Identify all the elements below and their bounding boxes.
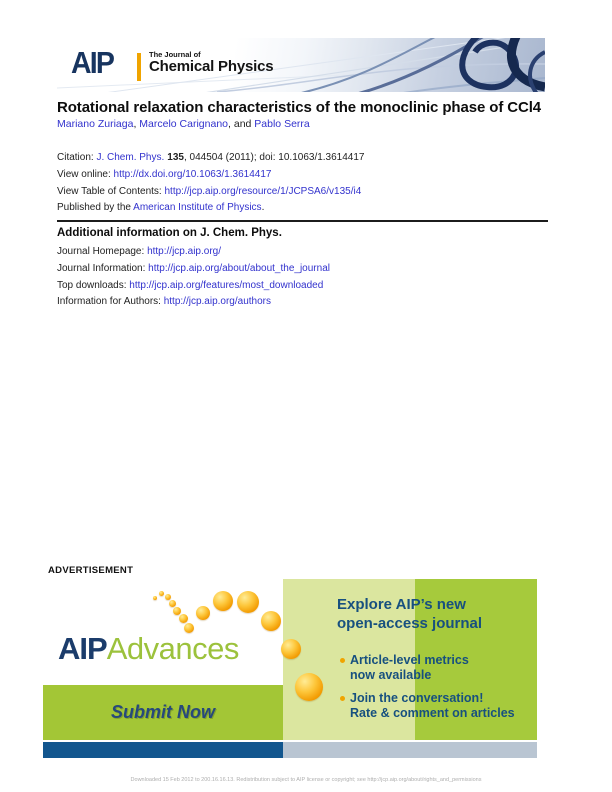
- bubble-icon: [169, 600, 176, 607]
- ad-bottom-gray-band: [283, 742, 537, 758]
- info-for-authors-label: Information for Authors:: [57, 296, 164, 308]
- submit-now-button[interactable]: [43, 685, 283, 740]
- toc-link[interactable]: http://jcp.aip.org/resource/1/JCPSA6/v135/i4: [164, 185, 362, 197]
- bubble-icon: [173, 607, 181, 615]
- author-link-serra[interactable]: Pablo Serra: [254, 118, 310, 130]
- journal-homepage-line: [57, 244, 330, 261]
- volume-number: 135: [167, 152, 184, 163]
- toc-line: [57, 184, 365, 201]
- citation-block: [57, 150, 365, 217]
- journal-name: Chemical Physics: [149, 58, 274, 75]
- toc-label: View Table of Contents:: [57, 185, 165, 197]
- journal-homepage-label: Journal Homepage:: [57, 246, 148, 257]
- bubble-icon: [281, 639, 301, 659]
- citation-rest: , 044504 (2011); doi: 10.1063/1.3614417: [183, 152, 365, 163]
- swirl-artwork-image: [57, 38, 545, 92]
- ad-bullet-metrics: [350, 653, 469, 683]
- aip-advances-logo-aip: AIP: [58, 631, 107, 666]
- ad-bottom-blue-band: [43, 742, 283, 758]
- journal-information-line: [57, 261, 330, 278]
- download-notice: Downloaded 15 Feb 2012 to 200.16.16.13. Redistribution subject to AIP license or copyright; see http://jcp.aip.org/about/rights_and_permissions: [130, 777, 482, 783]
- journal-information-label: Journal Information:: [57, 262, 149, 274]
- published-label: Published by the: [57, 202, 134, 214]
- advertisement-label: ADVERTISEMENT: [48, 565, 134, 576]
- bubble-icon: [159, 591, 164, 596]
- citation-label: Citation:: [57, 152, 97, 163]
- ad-headline-line2: open-access journal: [337, 615, 483, 632]
- additional-info-heading: Additional information on J. Chem. Phys.: [57, 227, 282, 239]
- bullet-icon: [340, 696, 345, 701]
- publisher-link[interactable]: American Institute of Physics: [133, 202, 262, 214]
- ad-headline-line1: Explore AIP’s new: [337, 596, 466, 613]
- ad-bullet1-line1: Article-level metrics: [350, 653, 469, 667]
- journal-abbrev-link[interactable]: J. Chem. Phys.: [96, 152, 165, 163]
- bubble-icon: [237, 591, 259, 613]
- aip-advances-logo: [58, 631, 239, 667]
- bubble-icon: [213, 591, 233, 611]
- info-for-authors-line: [57, 294, 330, 311]
- published-line: [57, 200, 365, 217]
- article-title: Rotational relaxation characteristics of the monoclinic phase of CCl4: [57, 99, 542, 116]
- ad-bullet-conversation: [350, 691, 515, 721]
- journal-homepage-link[interactable]: http://jcp.aip.org/: [147, 246, 221, 257]
- view-online-link[interactable]: http://dx.doi.org/10.1063/1.3614417: [113, 168, 272, 180]
- top-downloads-line: [57, 278, 330, 295]
- bubble-icon: [295, 673, 323, 701]
- ad-bullet2-line1: Join the conversation!: [350, 691, 484, 705]
- ad-bullet1-line2: now available: [350, 668, 432, 682]
- author-link-zuriaga[interactable]: Mariano Zuriaga: [57, 118, 134, 130]
- top-downloads-link[interactable]: http://jcp.aip.org/features/most_downloaded: [129, 279, 324, 291]
- view-online-label: View online:: [57, 168, 114, 180]
- journal-header-banner: [57, 38, 545, 92]
- aip-logo: [71, 45, 274, 80]
- info-for-authors-link[interactable]: http://jcp.aip.org/authors: [163, 296, 272, 308]
- bubble-icon: [261, 611, 281, 631]
- aip-advances-ad-banner[interactable]: [43, 579, 537, 758]
- additional-info-links: [57, 244, 330, 311]
- bubble-icon: [179, 614, 188, 623]
- bubble-icon: [165, 594, 171, 600]
- journal-name-block: [149, 51, 273, 75]
- aip-advances-logo-advances: Advances: [106, 631, 239, 666]
- journal-tagline: The Journal of: [149, 50, 201, 59]
- author-separator: , and: [228, 118, 255, 130]
- ad-headline: [337, 595, 482, 633]
- period: .: [261, 202, 265, 214]
- bubble-icon: [153, 596, 157, 600]
- author-separator: ,: [133, 118, 140, 130]
- author-link-carignano[interactable]: Marcelo Carignano: [139, 118, 229, 130]
- journal-information-link[interactable]: http://jcp.aip.org/about/about_the_journal: [148, 262, 330, 274]
- ad-bullet2-line2: Rate & comment on articles: [350, 706, 515, 720]
- submit-now-label: Submit Now: [111, 702, 215, 722]
- section-divider-rule: [57, 220, 548, 222]
- top-downloads-label: Top downloads:: [57, 279, 130, 291]
- aip-logo-text: AIP: [71, 45, 114, 80]
- bubble-icon: [196, 606, 210, 620]
- citation-line: [57, 150, 365, 167]
- bullet-icon: [340, 658, 345, 663]
- author-line: [57, 118, 310, 130]
- gold-divider-bar: [137, 53, 141, 81]
- view-online-line: [57, 167, 365, 184]
